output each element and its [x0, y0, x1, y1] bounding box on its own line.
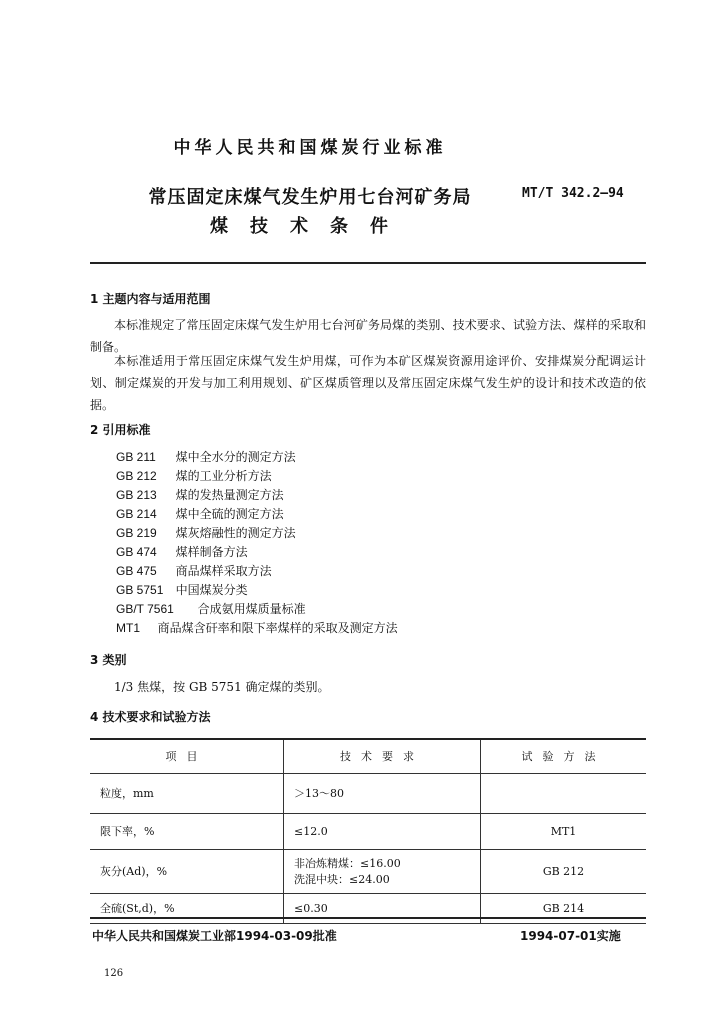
reference-item	[116, 486, 284, 503]
footer-divider	[90, 917, 646, 919]
requirement-line: 非冶炼精煤：≤16.00	[294, 857, 401, 870]
reference-title: 煤中全硫的测定方法	[175, 507, 284, 521]
reference-title: 中国煤炭分类	[175, 583, 248, 597]
reference-title: 商品煤样采取方法	[175, 564, 272, 578]
cell-item: 灰分(Ad)，%	[90, 849, 284, 893]
table-row	[90, 849, 646, 893]
reference-title: 商品煤含矸率和限下率煤样的采取及测定方法	[157, 621, 398, 635]
section-1-paragraph-2: 本标准适用于常压固定床煤气发生炉用煤，可作为本矿区煤炭资源用途评价、安排煤炭分配调运计划、制定煤炭的开发与加工利用规划、矿区煤质管理以及常压固定床煤气发生炉的设计和技术改造的依据。	[90, 354, 646, 412]
cell-requirement: ≤0.30	[284, 893, 481, 923]
reference-item	[116, 619, 398, 636]
requirement-line: 洗混中块：≤24.00	[294, 873, 390, 886]
page-number: 126	[104, 968, 124, 979]
document-title: 常压固定床煤气发生炉用七台河矿务局	[148, 187, 472, 208]
section-1-heading: 1 主题内容与适用范围	[90, 292, 211, 306]
approval-note: 中华人民共和国煤炭工业部1994-03-09批准	[92, 929, 337, 943]
section-3-paragraph: 1/3 焦煤，按 GB 5751 确定煤的类别。	[114, 680, 330, 694]
reference-item	[116, 448, 296, 465]
cell-requirement: ＞13～80	[284, 773, 481, 813]
section-4-heading: 4 技术要求和试验方法	[90, 710, 211, 724]
section-3-heading: 3 类别	[90, 653, 127, 667]
reference-item	[116, 600, 306, 617]
section-1-paragraph-1: 本标准规定了常压固定床煤气发生炉用七台河矿务局煤的类别、技术要求、试验方法、煤样的采取和制备。	[90, 318, 646, 354]
header-requirement: 技术要求	[284, 739, 481, 773]
reference-title: 煤灰熔融性的测定方法	[175, 526, 296, 540]
effective-date: 1994-07-01实施	[520, 929, 621, 943]
reference-item	[116, 467, 272, 484]
reference-item	[116, 562, 272, 579]
reference-code: GB 474	[116, 545, 157, 559]
reference-code: GB 212	[116, 469, 157, 483]
table-row	[90, 773, 646, 813]
reference-item	[116, 543, 248, 560]
table-header-row	[90, 739, 646, 773]
header-item: 项目	[90, 739, 284, 773]
reference-code: GB 214	[116, 507, 157, 521]
reference-code: MT1	[116, 621, 140, 635]
section-2-heading: 2 引用标准	[90, 423, 151, 437]
reference-title: 煤的发热量测定方法	[175, 488, 284, 502]
cell-item: 粒度，mm	[90, 773, 284, 813]
reference-title: 煤的工业分析方法	[175, 469, 272, 483]
cell-method: GB 212	[481, 849, 647, 893]
header-divider	[90, 262, 646, 264]
reference-code: GB/T 7561	[116, 602, 174, 616]
cell-method: GB 214	[481, 893, 647, 923]
cell-method	[481, 773, 647, 813]
cell-requirement	[284, 849, 481, 893]
reference-title: 煤样制备方法	[175, 545, 248, 559]
header-method: 试验方法	[481, 739, 647, 773]
document-subtitle: 煤技术条件	[210, 216, 410, 237]
reference-code: GB 5751	[116, 583, 164, 597]
reference-item	[116, 505, 284, 522]
reference-code: GB 211	[116, 450, 156, 464]
cell-requirement: ≤12.0	[284, 813, 481, 849]
cell-method: MT1	[481, 813, 647, 849]
reference-title: 合成氨用煤质量标准	[197, 602, 306, 616]
cell-item: 全硫(St,d)，%	[90, 893, 284, 923]
reference-item	[116, 581, 248, 598]
reference-code: GB 219	[116, 526, 157, 540]
reference-item	[116, 524, 296, 541]
reference-title: 煤中全水分的测定方法	[175, 450, 296, 464]
requirements-table	[90, 738, 646, 924]
reference-code: GB 475	[116, 564, 157, 578]
table-row	[90, 813, 646, 849]
standard-number: MT/T 342.2—94	[522, 186, 624, 201]
reference-code: GB 213	[116, 488, 157, 502]
issuing-authority: 中华人民共和国煤炭行业标准	[173, 138, 447, 158]
cell-item: 限下率，%	[90, 813, 284, 849]
